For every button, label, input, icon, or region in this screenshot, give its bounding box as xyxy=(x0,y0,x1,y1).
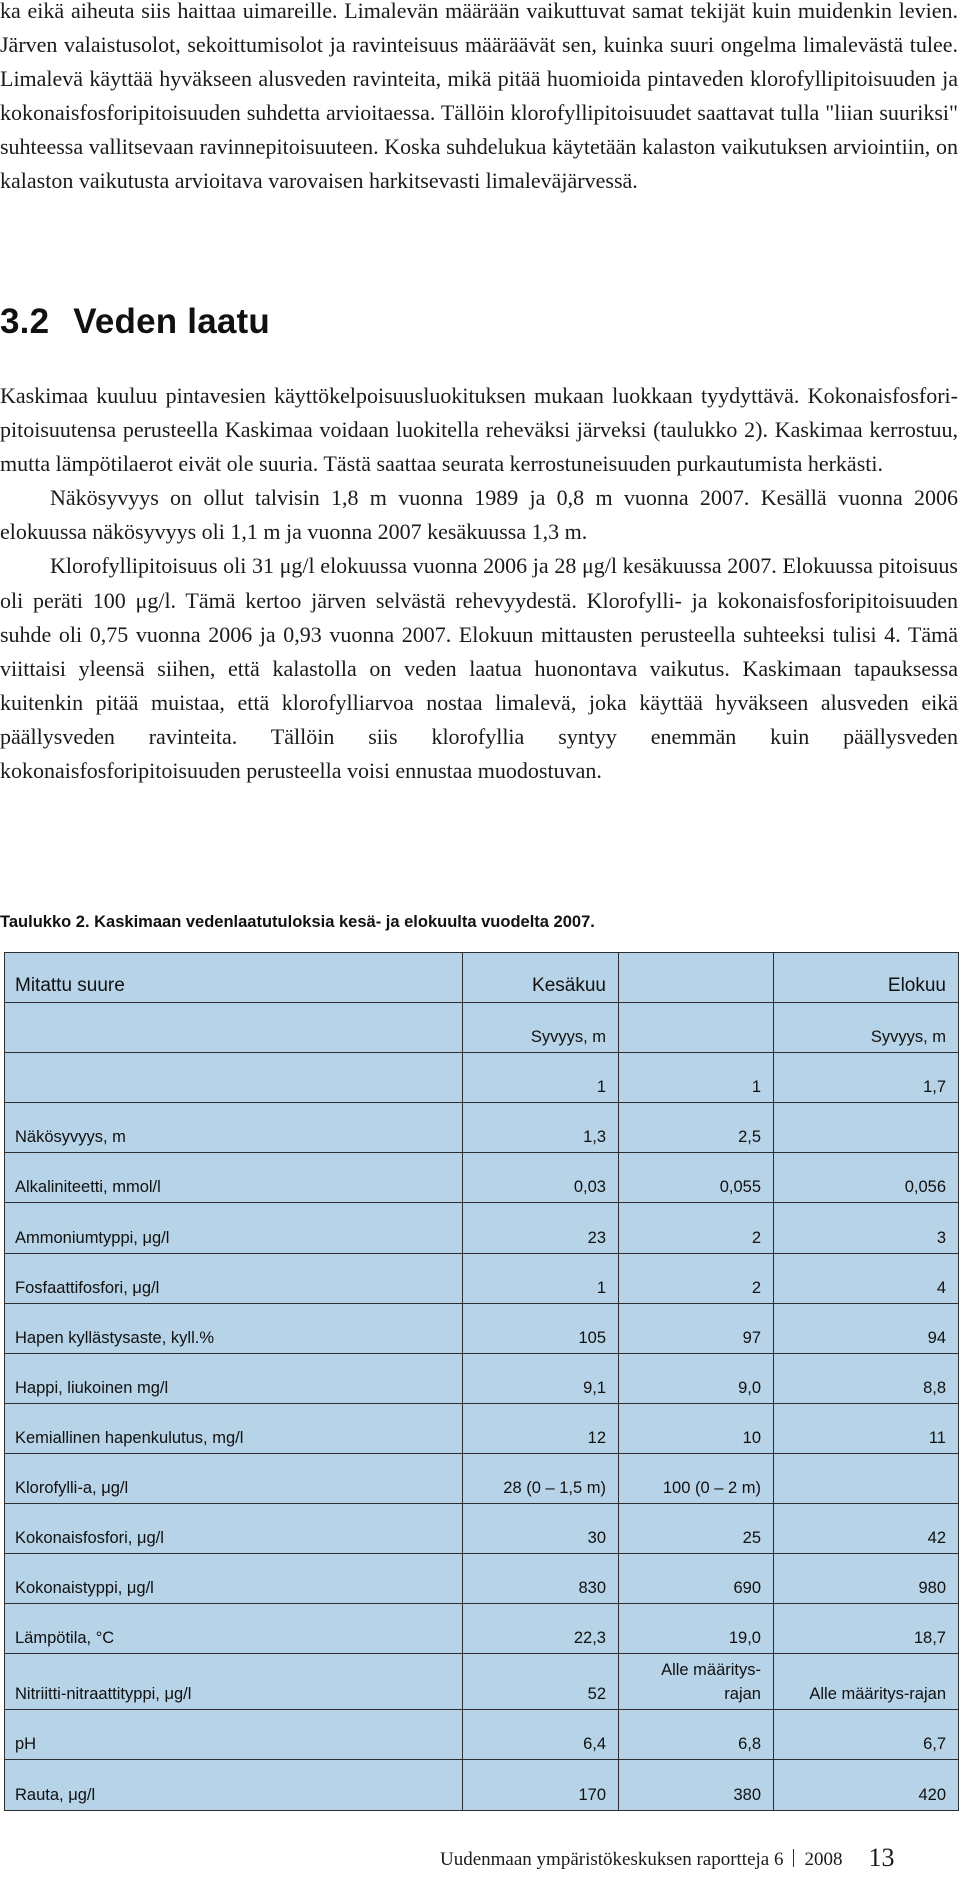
value-cell xyxy=(774,1453,959,1503)
depth-cell: 1,7 xyxy=(774,1053,959,1103)
value-cell: 6,8 xyxy=(619,1710,774,1760)
value-cell: 380 xyxy=(619,1760,774,1810)
section-number: 3.2 xyxy=(0,302,50,341)
parameter-cell: Happi, liukoinen mg/l xyxy=(5,1353,463,1403)
value-cell: 6,7 xyxy=(774,1710,959,1760)
value-cell: 30 xyxy=(463,1504,619,1554)
value-cell: 0,056 xyxy=(774,1153,959,1203)
value-cell: 12 xyxy=(463,1403,619,1453)
value-cell: 105 xyxy=(463,1303,619,1353)
subheader-cell: Syvyys, m xyxy=(463,1003,619,1053)
table-row xyxy=(5,1604,959,1654)
section-title: Veden laatu xyxy=(73,302,270,341)
value-cell: 0,055 xyxy=(619,1153,774,1203)
parameter-cell: Fosfaattifosfori, μg/l xyxy=(5,1253,463,1303)
value-cell: 23 xyxy=(463,1203,619,1253)
parameter-cell: Rauta, μg/l xyxy=(5,1760,463,1810)
footer-publication: Uudenmaan ympäristökeskuksen raportteja 6 xyxy=(440,1849,784,1870)
value-cell: 4 xyxy=(774,1253,959,1303)
value-cell: 420 xyxy=(774,1760,959,1810)
table-row xyxy=(5,1303,959,1353)
value-cell: 0,03 xyxy=(463,1153,619,1203)
value-cell: 18,7 xyxy=(774,1604,959,1654)
value-cell: 9,1 xyxy=(463,1353,619,1403)
paragraph-text: ka eikä aiheuta siis haittaa uimareille. Limalevän määrään vaikuttuvat samat tekijät kuin muidenkin levien. Järven valaistusolot, sekoittumisolot ja ravinteisuus määräävät sen, kuinka suuri ongelma limalevästä tulee. Limalevä käyttää hyväkseen alusveden ravinteita, mikä pitää huomioida pintaveden klorofyllipitoisuuden ja kokonaisfosforipitoisuuden suhdetta arvioitaessa. Tällöin klorofyllipitoisuudet saattavat tulla "liian suuriksi" suhteessa vallitsevaan ravinnepitoisuuteen. Koska suhdelukua käytetään kalaston vaikutuksen arviointiin, on kalaston vaikutusta arvioitava varovaisen harkitsevasti limaleväjärvessä. xyxy=(0,0,958,194)
section-heading xyxy=(0,302,270,342)
table-row xyxy=(5,1103,959,1153)
subheader-cell: Syvyys, m xyxy=(774,1003,959,1053)
table-header-row xyxy=(5,953,959,1003)
section-paragraph-1: Kaskimaa kuuluu pintavesien käyttökelpoisuusluokituksen mukaan luokkaan tyydyttävä. Kokonaisfosfori-pitoisuutensa perusteella Kaskimaa voidaan luokitella reheväksi järveksi (taulukko 2). Kaskimaa kerrostuu, mutta lämpötilaerot eivät ole suuria. Tästä saattaa seurata kerrostuneisuuden purkautumista herkästi. xyxy=(0,383,958,477)
value-cell: 22,3 xyxy=(463,1604,619,1654)
table-row xyxy=(5,1253,959,1303)
header-cell: Mitattu suure xyxy=(5,953,463,1003)
value-cell: 2 xyxy=(619,1203,774,1253)
value-cell: 3 xyxy=(774,1203,959,1253)
value-cell: 28 (0 – 1,5 m) xyxy=(463,1453,619,1503)
value-cell: Alle määritys-rajan xyxy=(619,1654,774,1710)
subheader-cell xyxy=(619,1003,774,1053)
parameter-cell: Klorofylli-a, μg/l xyxy=(5,1453,463,1503)
depth-cell: 1 xyxy=(619,1053,774,1103)
parameter-cell: Kemiallinen hapenkulutus, mg/l xyxy=(5,1403,463,1453)
parameter-cell: Nitriitti-nitraattityppi, μg/l xyxy=(5,1654,463,1710)
value-cell: 690 xyxy=(619,1554,774,1604)
parameter-cell: pH xyxy=(5,1710,463,1760)
section-paragraph-2: Näkösyvyys on ollut talvisin 1,8 m vuonna 1989 ja 0,8 m vuonna 2007. Kesällä vuonna 2006 elokuussa näkösyvyys oli 1,1 m ja vuonna 2007 kesäkuussa 1,3 m. xyxy=(0,485,958,545)
section-paragraph-3: Klorofyllipitoisuus oli 31 μg/l elokuussa vuonna 2006 ja 28 μg/l kesäkuussa 2007. Elokuussa pitoisuus oli peräti 100 μg/l. Tämä kertoo järven selvästä rehevyydestä. Klorofylli- ja kokonaisfosforipitoisuuden suhde oli 0,75 vuonna 2006 ja 0,93 vuonna 2007. Elokuun mittausten perusteella suhteeksi tulisi 4. Tämä viittaisi yleensä siihen, että kalastolla on veden laatua huonontava vaikutus. Kaskimaan tapauksessa kuitenkin pitää muistaa, että klorofylliarvoa nostaa limalevä, joka käyttää hyväkseen alusveden eikä päällysveden ravinteita. Tällöin siis klorofyllia syntyy enemmän kuin päällysveden kokonaisfosforipitoisuuden perusteella voisi ennustaa muodostuvan. xyxy=(0,553,958,784)
table-row xyxy=(5,1554,959,1604)
table-row xyxy=(5,1153,959,1203)
parameter-cell: Hapen kyllästysaste, kyll.% xyxy=(5,1303,463,1353)
value-cell: 8,8 xyxy=(774,1353,959,1403)
table-subheader-row xyxy=(5,1003,959,1053)
parameter-cell: Ammoniumtyppi, μg/l xyxy=(5,1203,463,1253)
value-cell: 11 xyxy=(774,1403,959,1453)
table-row xyxy=(5,1203,959,1253)
value-cell: 2,5 xyxy=(619,1103,774,1153)
page-footer xyxy=(440,1843,894,1873)
value-cell: 52 xyxy=(463,1654,619,1710)
value-cell: 10 xyxy=(619,1403,774,1453)
value-cell: 42 xyxy=(774,1504,959,1554)
value-cell: 25 xyxy=(619,1504,774,1554)
depth-cell xyxy=(5,1053,463,1103)
value-cell: 170 xyxy=(463,1760,619,1810)
value-cell: 2 xyxy=(619,1253,774,1303)
table-row xyxy=(5,1504,959,1554)
table-row xyxy=(5,1353,959,1403)
value-cell: 1,3 xyxy=(463,1103,619,1153)
parameter-cell: Kokonaistyppi, μg/l xyxy=(5,1554,463,1604)
footer-divider xyxy=(793,1849,794,1867)
parameter-cell: Kokonaisfosfori, μg/l xyxy=(5,1504,463,1554)
table-row xyxy=(5,1654,959,1710)
table-body xyxy=(5,953,959,1811)
header-cell: Elokuu xyxy=(774,953,959,1003)
footer-year: 2008 xyxy=(804,1849,843,1870)
parameter-cell: Näkösyvyys, m xyxy=(5,1103,463,1153)
header-cell xyxy=(619,953,774,1003)
value-cell: 830 xyxy=(463,1554,619,1604)
table-row xyxy=(5,1760,959,1810)
table-row xyxy=(5,1403,959,1453)
table-row xyxy=(5,1710,959,1760)
table-row xyxy=(5,1453,959,1503)
depth-cell: 1 xyxy=(463,1053,619,1103)
body-paragraph-top xyxy=(0,0,958,199)
value-cell: 97 xyxy=(619,1303,774,1353)
section-body xyxy=(0,379,958,788)
table-depth-row xyxy=(5,1053,959,1103)
subheader-cell xyxy=(5,1003,463,1053)
value-cell: 94 xyxy=(774,1303,959,1353)
value-cell: 9,0 xyxy=(619,1353,774,1403)
water-quality-table xyxy=(4,952,959,1811)
value-cell: 980 xyxy=(774,1554,959,1604)
page-number: 13 xyxy=(868,1843,895,1872)
value-cell: 100 (0 – 2 m) xyxy=(619,1453,774,1503)
table-caption: Taulukko 2. Kaskimaan vedenlaatutuloksia kesä- ja elokuulta vuodelta 2007. xyxy=(0,913,595,931)
value-cell: Alle määritys-rajan xyxy=(774,1654,959,1710)
value-cell: 6,4 xyxy=(463,1710,619,1760)
parameter-cell: Alkaliniteetti, mmol/l xyxy=(5,1153,463,1203)
parameter-cell: Lämpötila, °C xyxy=(5,1604,463,1654)
value-cell xyxy=(774,1103,959,1153)
value-cell: 1 xyxy=(463,1253,619,1303)
header-cell: Kesäkuu xyxy=(463,953,619,1003)
value-cell: 19,0 xyxy=(619,1604,774,1654)
